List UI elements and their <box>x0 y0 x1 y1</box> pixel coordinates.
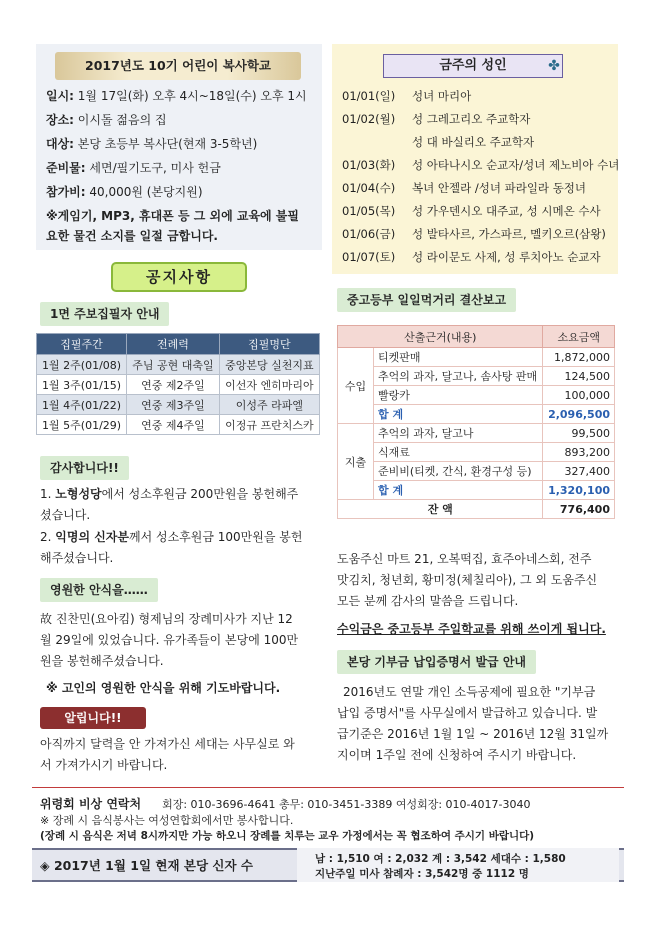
census-title: ◈ 2017년 1월 1일 현재 본당 신자 수 <box>40 858 254 873</box>
table-row: 추억의 과자, 달고나, 솜사탕 판매 124,500 <box>338 367 615 386</box>
alert-tag: 알립니다!! <box>40 707 146 729</box>
footer-divider <box>32 787 624 788</box>
rest-prayer: ※ 고인의 영원한 안식을 위해 기도바랍니다. <box>46 681 281 695</box>
donation-text: 2016년도 연말 개인 소득공제에 필요한 "기부금 납입 증명서"를 사무실에서 발급하고 있습니다. 발 급기준은 2016년 1월 1일 ~ 2016년 12월 31일까 지이며 1주일 전에 신청하여 주시기 바랍니다. <box>337 685 609 762</box>
saint-row: 01/04(수) 복녀 안젤라 /성녀 파라일라 동정녀 <box>342 181 587 195</box>
alert-text: 아직까지 달력을 안 가져가신 세대는 사무실로 와 서 가져가시기 바랍니다. <box>40 737 295 772</box>
settlement-table <box>337 325 615 519</box>
saint-row: 01/03(화) 성 아타나시오 순교자/성녀 제노비아 수녀 <box>342 158 620 172</box>
income-label: 수입 <box>338 348 374 424</box>
contact-note-1: ※ 장례 시 음식봉사는 여성연합회에서만 봉사합니다. <box>40 814 294 827</box>
settle-header: 산출근거(내용) <box>338 326 543 348</box>
saint-row: 01/01(일) 성녀 마리아 <box>342 89 472 103</box>
table-row: 준비비(티켓, 간식, 환경구성 등) 327,400 <box>338 462 615 481</box>
contact-note-2: (장례 시 음식은 저녁 8시까지만 가능 하오니 장례를 치루는 교우 가정에서는 꼭 협조하여 주시기 바랍니다) <box>40 830 535 842</box>
saint-row: 01/07(토) 성 라이문도 사제, 성 루치아노 순교자 <box>342 250 601 264</box>
table-row: 수입 티켓판매 1,872,000 <box>338 348 615 367</box>
duty-header: 집필명단 <box>219 334 319 355</box>
census-stats <box>297 848 619 882</box>
info-date: 일시: 1월 17일(화) 오후 4시~18일(수) 오후 1시 <box>46 89 307 103</box>
thanks-item-1: 1. 노형성당에서 성소후원금 200만원을 봉헌해주 셨습니다. <box>40 487 299 522</box>
duty-tag: 1면 주보집필자 안내 <box>40 302 169 326</box>
table-row: 1월 4주(01/22) 연중 제3주일 이성주 라파엘 <box>37 395 320 415</box>
thanks-tag: 감사합니다!! <box>40 456 129 480</box>
settlement-thanks: 도움주신 마트 21, 오복떡집, 효주아네스회, 전주 맛김치, 청년회, 황미정(체칠리아), 그 외 도움주신 모든 분께 감사의 말씀을 드립니다. <box>337 552 598 608</box>
saint-row: 성 대 바실리오 주교학자 <box>412 135 535 149</box>
ornament-icon: ✤ <box>548 58 560 74</box>
settle-header: 소요금액 <box>543 326 615 348</box>
duty-header: 집필주간 <box>37 334 127 355</box>
thanks-item-2: 2. 익명의 신자분께서 성소후원금 100만원을 봉헌 해주셨습니다. <box>40 530 303 565</box>
census-row-1: 남 : 1,510 여 : 2,032 계 : 3,542 세대수 : 1,580 <box>315 853 566 865</box>
table-row: 1월 2주(01/08) 주님 공현 대축일 중앙본당 실천지표 <box>37 355 320 375</box>
table-row: 식재료 893,200 <box>338 443 615 462</box>
info-warning-2: 요한 물건 소지를 일절 금합니다. <box>46 229 218 243</box>
school-title: 2017년도 10기 어린이 복사학교 <box>55 52 301 80</box>
duty-header: 전례력 <box>127 334 220 355</box>
table-row: 합 계 2,096,500 <box>338 405 615 424</box>
info-target: 대상: 본당 초등부 복사단(현재 3-5학년) <box>46 137 258 151</box>
info-warning-1: ※게임기, MP3, 휴대폰 등 그 외에 교육에 불필 <box>46 209 299 223</box>
expense-label: 지출 <box>338 424 374 500</box>
table-row: 잔 액 776,400 <box>338 500 615 519</box>
donation-tag: 본당 기부금 납입증명서 발급 안내 <box>337 650 536 674</box>
info-place: 장소: 이시돌 젊음의 집 <box>46 113 167 127</box>
saint-row: 01/06(금) 성 발타사르, 가스파르, 멜키오르(삼왕) <box>342 227 606 241</box>
table-row: 지출 추억의 과자, 달고나 99,500 <box>338 424 615 443</box>
saints-title: 금주의 성인 <box>383 54 563 78</box>
table-row: 합 계 1,320,100 <box>338 481 615 500</box>
table-row: 1월 3주(01/15) 연중 제2주일 이선자 엔히마리아 <box>37 375 320 395</box>
census-row-2: 지난주일 미사 참례자 : 3,542명 중 1112 명 <box>315 868 529 880</box>
info-supplies: 준비물: 세면/필기도구, 미사 헌금 <box>46 161 221 175</box>
settlement-note: 수익금은 중고등부 주일학교를 위해 쓰이게 됩니다. <box>337 622 606 636</box>
saint-row: 01/02(월) 성 그레고리오 주교학자 <box>342 112 531 126</box>
contact-line: 위령회 비상 연락처 회장: 010-3696-4641 총무: 010-3451-3389 여성회장: 010-4017-3040 <box>40 797 531 811</box>
info-fee: 참가비: 40,000원 (본당지원) <box>46 185 203 199</box>
table-row: 빨랑카 100,000 <box>338 386 615 405</box>
table-row: 1월 5주(01/29) 연중 제4주일 이정규 프란치스카 <box>37 415 320 435</box>
saint-row: 01/05(목) 성 가우덴시오 대주교, 성 시메온 수사 <box>342 204 601 218</box>
settlement-tag: 중고등부 일일먹거리 결산보고 <box>337 288 516 312</box>
rest-tag: 영원한 안식을…… <box>40 578 158 602</box>
notice-title: 공지사항 <box>111 262 247 292</box>
rest-text: 故 진찬민(요아킴) 형제님의 장례미사가 지난 12 월 29일에 있었습니다. 유가족들이 본당에 100만 원을 봉헌해주셨습니다. <box>40 612 299 668</box>
duty-table <box>36 333 320 435</box>
